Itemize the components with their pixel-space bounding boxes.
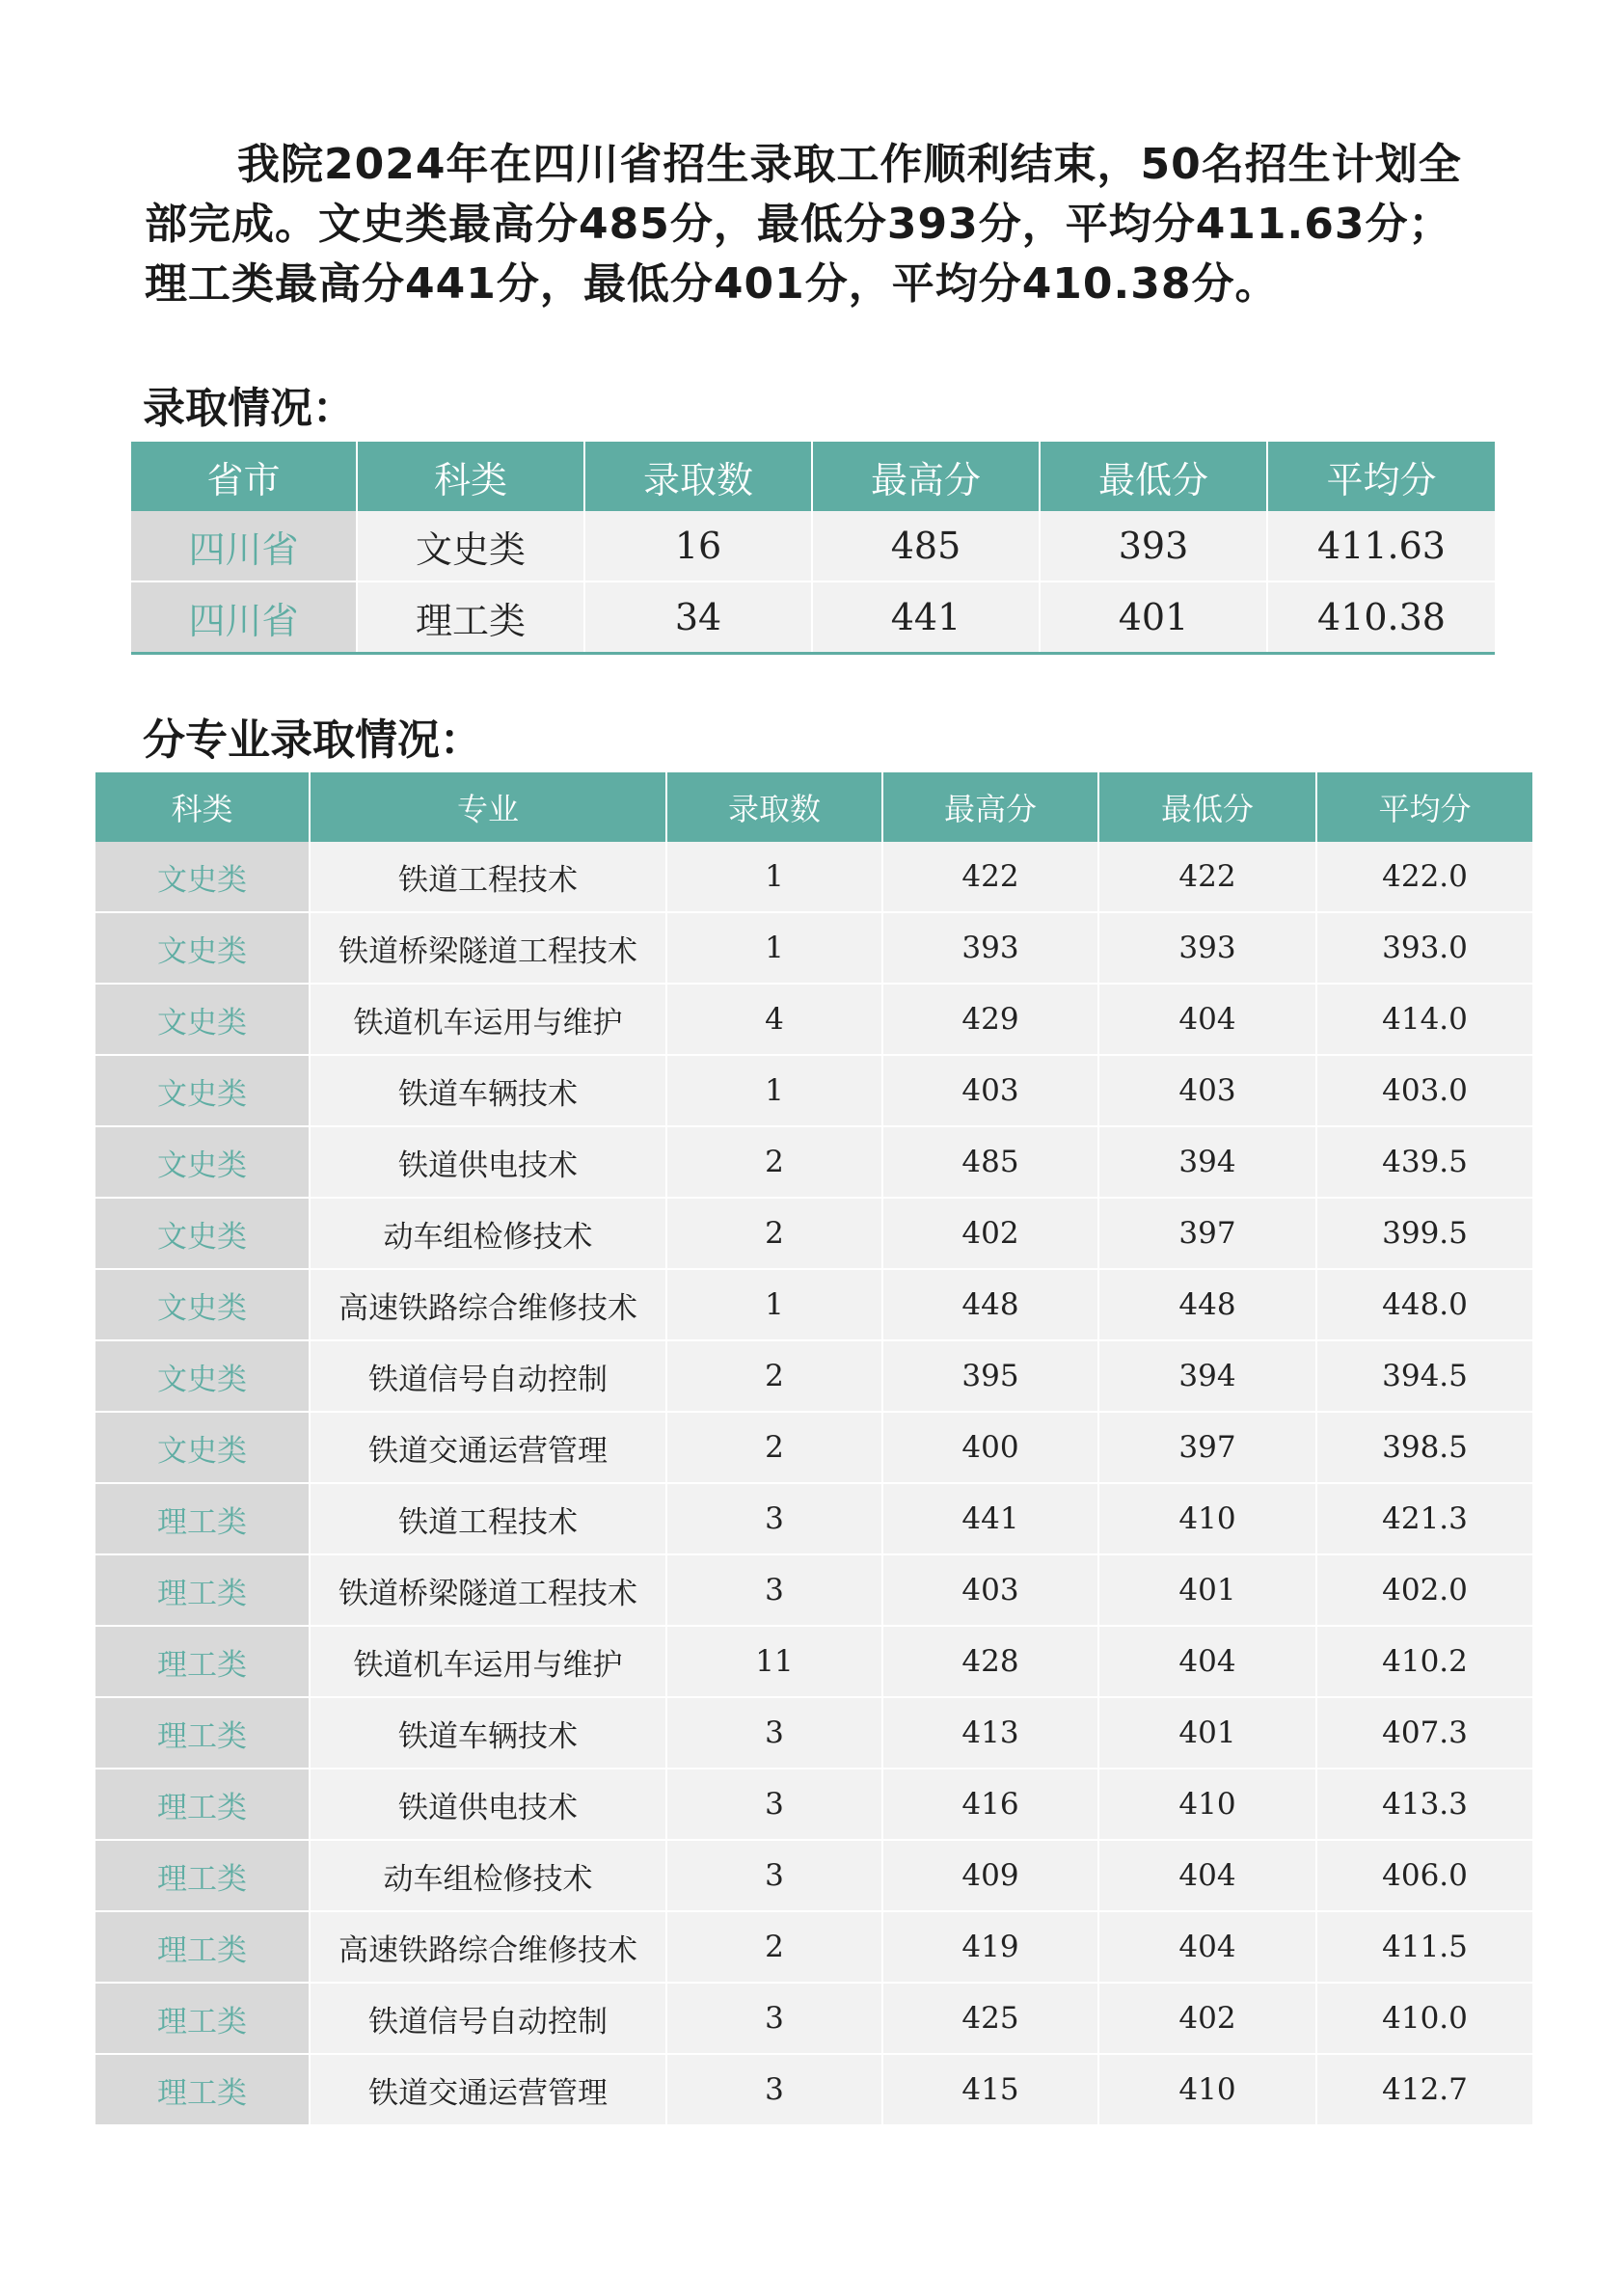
table-cell: 399.5 bbox=[1316, 1198, 1532, 1269]
table-cell: 理工类 bbox=[95, 1626, 310, 1697]
table-row bbox=[95, 912, 1532, 984]
table-cell: 3 bbox=[666, 1697, 882, 1769]
table-cell: 理工类 bbox=[95, 2054, 310, 2125]
table-cell: 404 bbox=[1098, 984, 1316, 1055]
table-cell: 理工类 bbox=[95, 1483, 310, 1554]
table-cell: 1 bbox=[666, 1055, 882, 1126]
table-cell: 393 bbox=[1098, 912, 1316, 984]
major-table bbox=[95, 772, 1532, 2126]
table-cell: 1 bbox=[666, 912, 882, 984]
table-cell: 407.3 bbox=[1316, 1697, 1532, 1769]
summary-header-row bbox=[131, 442, 1495, 511]
table-cell: 铁道桥梁隧道工程技术 bbox=[310, 912, 666, 984]
table-cell: 402.0 bbox=[1316, 1554, 1532, 1626]
table-cell: 2 bbox=[666, 1412, 882, 1483]
table-cell: 410 bbox=[1098, 1769, 1316, 1840]
table-cell: 3 bbox=[666, 1840, 882, 1911]
table-cell: 理工类 bbox=[95, 1554, 310, 1626]
table-cell: 397 bbox=[1098, 1198, 1316, 1269]
table-cell: 16 bbox=[584, 511, 812, 581]
table-cell: 铁道信号自动控制 bbox=[310, 1983, 666, 2054]
table-cell: 485 bbox=[882, 1126, 1098, 1198]
table-cell: 动车组检修技术 bbox=[310, 1198, 666, 1269]
table-cell: 1 bbox=[666, 1269, 882, 1340]
table-row bbox=[131, 511, 1495, 581]
summary-table bbox=[131, 442, 1495, 655]
table-cell: 415 bbox=[882, 2054, 1098, 2125]
table-cell: 411.63 bbox=[1267, 511, 1495, 581]
table-cell: 410 bbox=[1098, 2054, 1316, 2125]
table-cell: 四川省 bbox=[131, 581, 357, 654]
table-cell: 410.2 bbox=[1316, 1626, 1532, 1697]
table-cell: 高速铁路综合维修技术 bbox=[310, 1911, 666, 1983]
table-cell: 理工类 bbox=[95, 1911, 310, 1983]
table-cell: 413.3 bbox=[1316, 1769, 1532, 1840]
table-cell: 铁道交通运营管理 bbox=[310, 2054, 666, 2125]
column-header: 平均分 bbox=[1267, 442, 1495, 511]
table-cell: 422 bbox=[882, 842, 1098, 912]
table-row bbox=[95, 1697, 1532, 1769]
major-body bbox=[95, 842, 1532, 2125]
table-cell: 448 bbox=[882, 1269, 1098, 1340]
table-cell: 429 bbox=[882, 984, 1098, 1055]
table-cell: 441 bbox=[812, 581, 1040, 654]
table-cell: 文史类 bbox=[95, 1126, 310, 1198]
table-row bbox=[95, 1269, 1532, 1340]
column-header: 科类 bbox=[357, 442, 584, 511]
table-cell: 411.5 bbox=[1316, 1911, 1532, 1983]
table-cell: 2 bbox=[666, 1340, 882, 1412]
table-cell: 394 bbox=[1098, 1126, 1316, 1198]
table-row bbox=[95, 1554, 1532, 1626]
table-cell: 3 bbox=[666, 2054, 882, 2125]
table-cell: 448 bbox=[1098, 1269, 1316, 1340]
table-row bbox=[95, 1626, 1532, 1697]
table-cell: 403 bbox=[882, 1554, 1098, 1626]
table-cell: 高速铁路综合维修技术 bbox=[310, 1269, 666, 1340]
table-cell: 文史类 bbox=[95, 1055, 310, 1126]
table-cell: 422.0 bbox=[1316, 842, 1532, 912]
table-cell: 439.5 bbox=[1316, 1126, 1532, 1198]
table-cell: 理工类 bbox=[95, 1697, 310, 1769]
table-cell: 422 bbox=[1098, 842, 1316, 912]
column-header: 录取数 bbox=[666, 772, 882, 842]
table-row bbox=[95, 1055, 1532, 1126]
table-cell: 441 bbox=[882, 1483, 1098, 1554]
table-cell: 四川省 bbox=[131, 511, 357, 581]
table-cell: 402 bbox=[882, 1198, 1098, 1269]
table-cell: 485 bbox=[812, 511, 1040, 581]
table-cell: 11 bbox=[666, 1626, 882, 1697]
table-cell: 文史类 bbox=[95, 842, 310, 912]
table-cell: 3 bbox=[666, 1983, 882, 2054]
table-row bbox=[95, 1198, 1532, 1269]
table-cell: 395 bbox=[882, 1340, 1098, 1412]
table-cell: 410 bbox=[1098, 1483, 1316, 1554]
table-cell: 铁道桥梁隧道工程技术 bbox=[310, 1554, 666, 1626]
column-header: 专业 bbox=[310, 772, 666, 842]
table-row bbox=[95, 1340, 1532, 1412]
table-cell: 铁道机车运用与维护 bbox=[310, 1626, 666, 1697]
table-cell: 文史类 bbox=[95, 1340, 310, 1412]
table-row bbox=[95, 984, 1532, 1055]
table-cell: 1 bbox=[666, 842, 882, 912]
table-cell: 412.7 bbox=[1316, 2054, 1532, 2125]
column-header: 最高分 bbox=[812, 442, 1040, 511]
table-cell: 403 bbox=[882, 1055, 1098, 1126]
table-cell: 448.0 bbox=[1316, 1269, 1532, 1340]
table-cell: 文史类 bbox=[95, 1412, 310, 1483]
table-cell: 34 bbox=[584, 581, 812, 654]
table-cell: 419 bbox=[882, 1911, 1098, 1983]
table-cell: 425 bbox=[882, 1983, 1098, 2054]
table-cell: 3 bbox=[666, 1483, 882, 1554]
table-row bbox=[131, 581, 1495, 654]
table-cell: 402 bbox=[1098, 1983, 1316, 2054]
table-cell: 401 bbox=[1040, 581, 1267, 654]
table-row bbox=[95, 1840, 1532, 1911]
table-row bbox=[95, 1483, 1532, 1554]
table-cell: 393.0 bbox=[1316, 912, 1532, 984]
table-row bbox=[95, 1911, 1532, 1983]
table-cell: 理工类 bbox=[95, 1769, 310, 1840]
table-cell: 404 bbox=[1098, 1911, 1316, 1983]
table-cell: 3 bbox=[666, 1769, 882, 1840]
table-cell: 铁道交通运营管理 bbox=[310, 1412, 666, 1483]
table-cell: 文史类 bbox=[357, 511, 584, 581]
table-row bbox=[95, 1983, 1532, 2054]
table-cell: 铁道车辆技术 bbox=[310, 1697, 666, 1769]
table-cell: 文史类 bbox=[95, 1269, 310, 1340]
table-cell: 393 bbox=[882, 912, 1098, 984]
table-cell: 393 bbox=[1040, 511, 1267, 581]
table-cell: 理工类 bbox=[95, 1983, 310, 2054]
column-header: 最低分 bbox=[1040, 442, 1267, 511]
table-cell: 404 bbox=[1098, 1840, 1316, 1911]
table-row bbox=[95, 1126, 1532, 1198]
table-cell: 413 bbox=[882, 1697, 1098, 1769]
table-cell: 文史类 bbox=[95, 984, 310, 1055]
majors-section-title: 分专业录取情况： bbox=[143, 716, 482, 765]
column-header: 科类 bbox=[95, 772, 310, 842]
table-cell: 3 bbox=[666, 1554, 882, 1626]
table-cell: 414.0 bbox=[1316, 984, 1532, 1055]
table-cell: 铁道供电技术 bbox=[310, 1126, 666, 1198]
table-cell: 410.38 bbox=[1267, 581, 1495, 654]
table-cell: 394.5 bbox=[1316, 1340, 1532, 1412]
table-cell: 动车组检修技术 bbox=[310, 1840, 666, 1911]
table-cell: 403 bbox=[1098, 1055, 1316, 1126]
table-cell: 2 bbox=[666, 1126, 882, 1198]
intro-paragraph: 我院2024年在四川省招生录取工作顺利结束，50名招生计划全部完成。文史类最高分485分，最低分393分，平均分411.63分；理工类最高分441分，最低分401分，平均分410.38分。 bbox=[145, 140, 1462, 309]
column-header: 最高分 bbox=[882, 772, 1098, 842]
column-header: 平均分 bbox=[1316, 772, 1532, 842]
table-cell: 401 bbox=[1098, 1697, 1316, 1769]
table-cell: 文史类 bbox=[95, 912, 310, 984]
table-cell: 铁道机车运用与维护 bbox=[310, 984, 666, 1055]
table-cell: 406.0 bbox=[1316, 1840, 1532, 1911]
column-header: 省市 bbox=[131, 442, 357, 511]
table-cell: 铁道工程技术 bbox=[310, 1483, 666, 1554]
table-cell: 428 bbox=[882, 1626, 1098, 1697]
table-row bbox=[95, 842, 1532, 912]
table-cell: 400 bbox=[882, 1412, 1098, 1483]
table-cell: 404 bbox=[1098, 1626, 1316, 1697]
table-cell: 理工类 bbox=[357, 581, 584, 654]
table-cell: 2 bbox=[666, 1198, 882, 1269]
table-cell: 397 bbox=[1098, 1412, 1316, 1483]
table-row bbox=[95, 1412, 1532, 1483]
table-cell: 403.0 bbox=[1316, 1055, 1532, 1126]
table-cell: 394 bbox=[1098, 1340, 1316, 1412]
column-header: 录取数 bbox=[584, 442, 812, 511]
table-cell: 铁道工程技术 bbox=[310, 842, 666, 912]
table-cell: 398.5 bbox=[1316, 1412, 1532, 1483]
column-header: 最低分 bbox=[1098, 772, 1316, 842]
table-cell: 416 bbox=[882, 1769, 1098, 1840]
summary-body bbox=[131, 511, 1495, 654]
table-row bbox=[95, 2054, 1532, 2125]
table-cell: 铁道供电技术 bbox=[310, 1769, 666, 1840]
table-cell: 铁道信号自动控制 bbox=[310, 1340, 666, 1412]
major-header-row bbox=[95, 772, 1532, 842]
table-cell: 铁道车辆技术 bbox=[310, 1055, 666, 1126]
table-cell: 401 bbox=[1098, 1554, 1316, 1626]
table-cell: 409 bbox=[882, 1840, 1098, 1911]
table-cell: 421.3 bbox=[1316, 1483, 1532, 1554]
table-cell: 理工类 bbox=[95, 1840, 310, 1911]
table-cell: 文史类 bbox=[95, 1198, 310, 1269]
summary-section-title: 录取情况： bbox=[143, 384, 355, 433]
table-cell: 2 bbox=[666, 1911, 882, 1983]
table-row bbox=[95, 1769, 1532, 1840]
table-cell: 4 bbox=[666, 984, 882, 1055]
table-cell: 410.0 bbox=[1316, 1983, 1532, 2054]
